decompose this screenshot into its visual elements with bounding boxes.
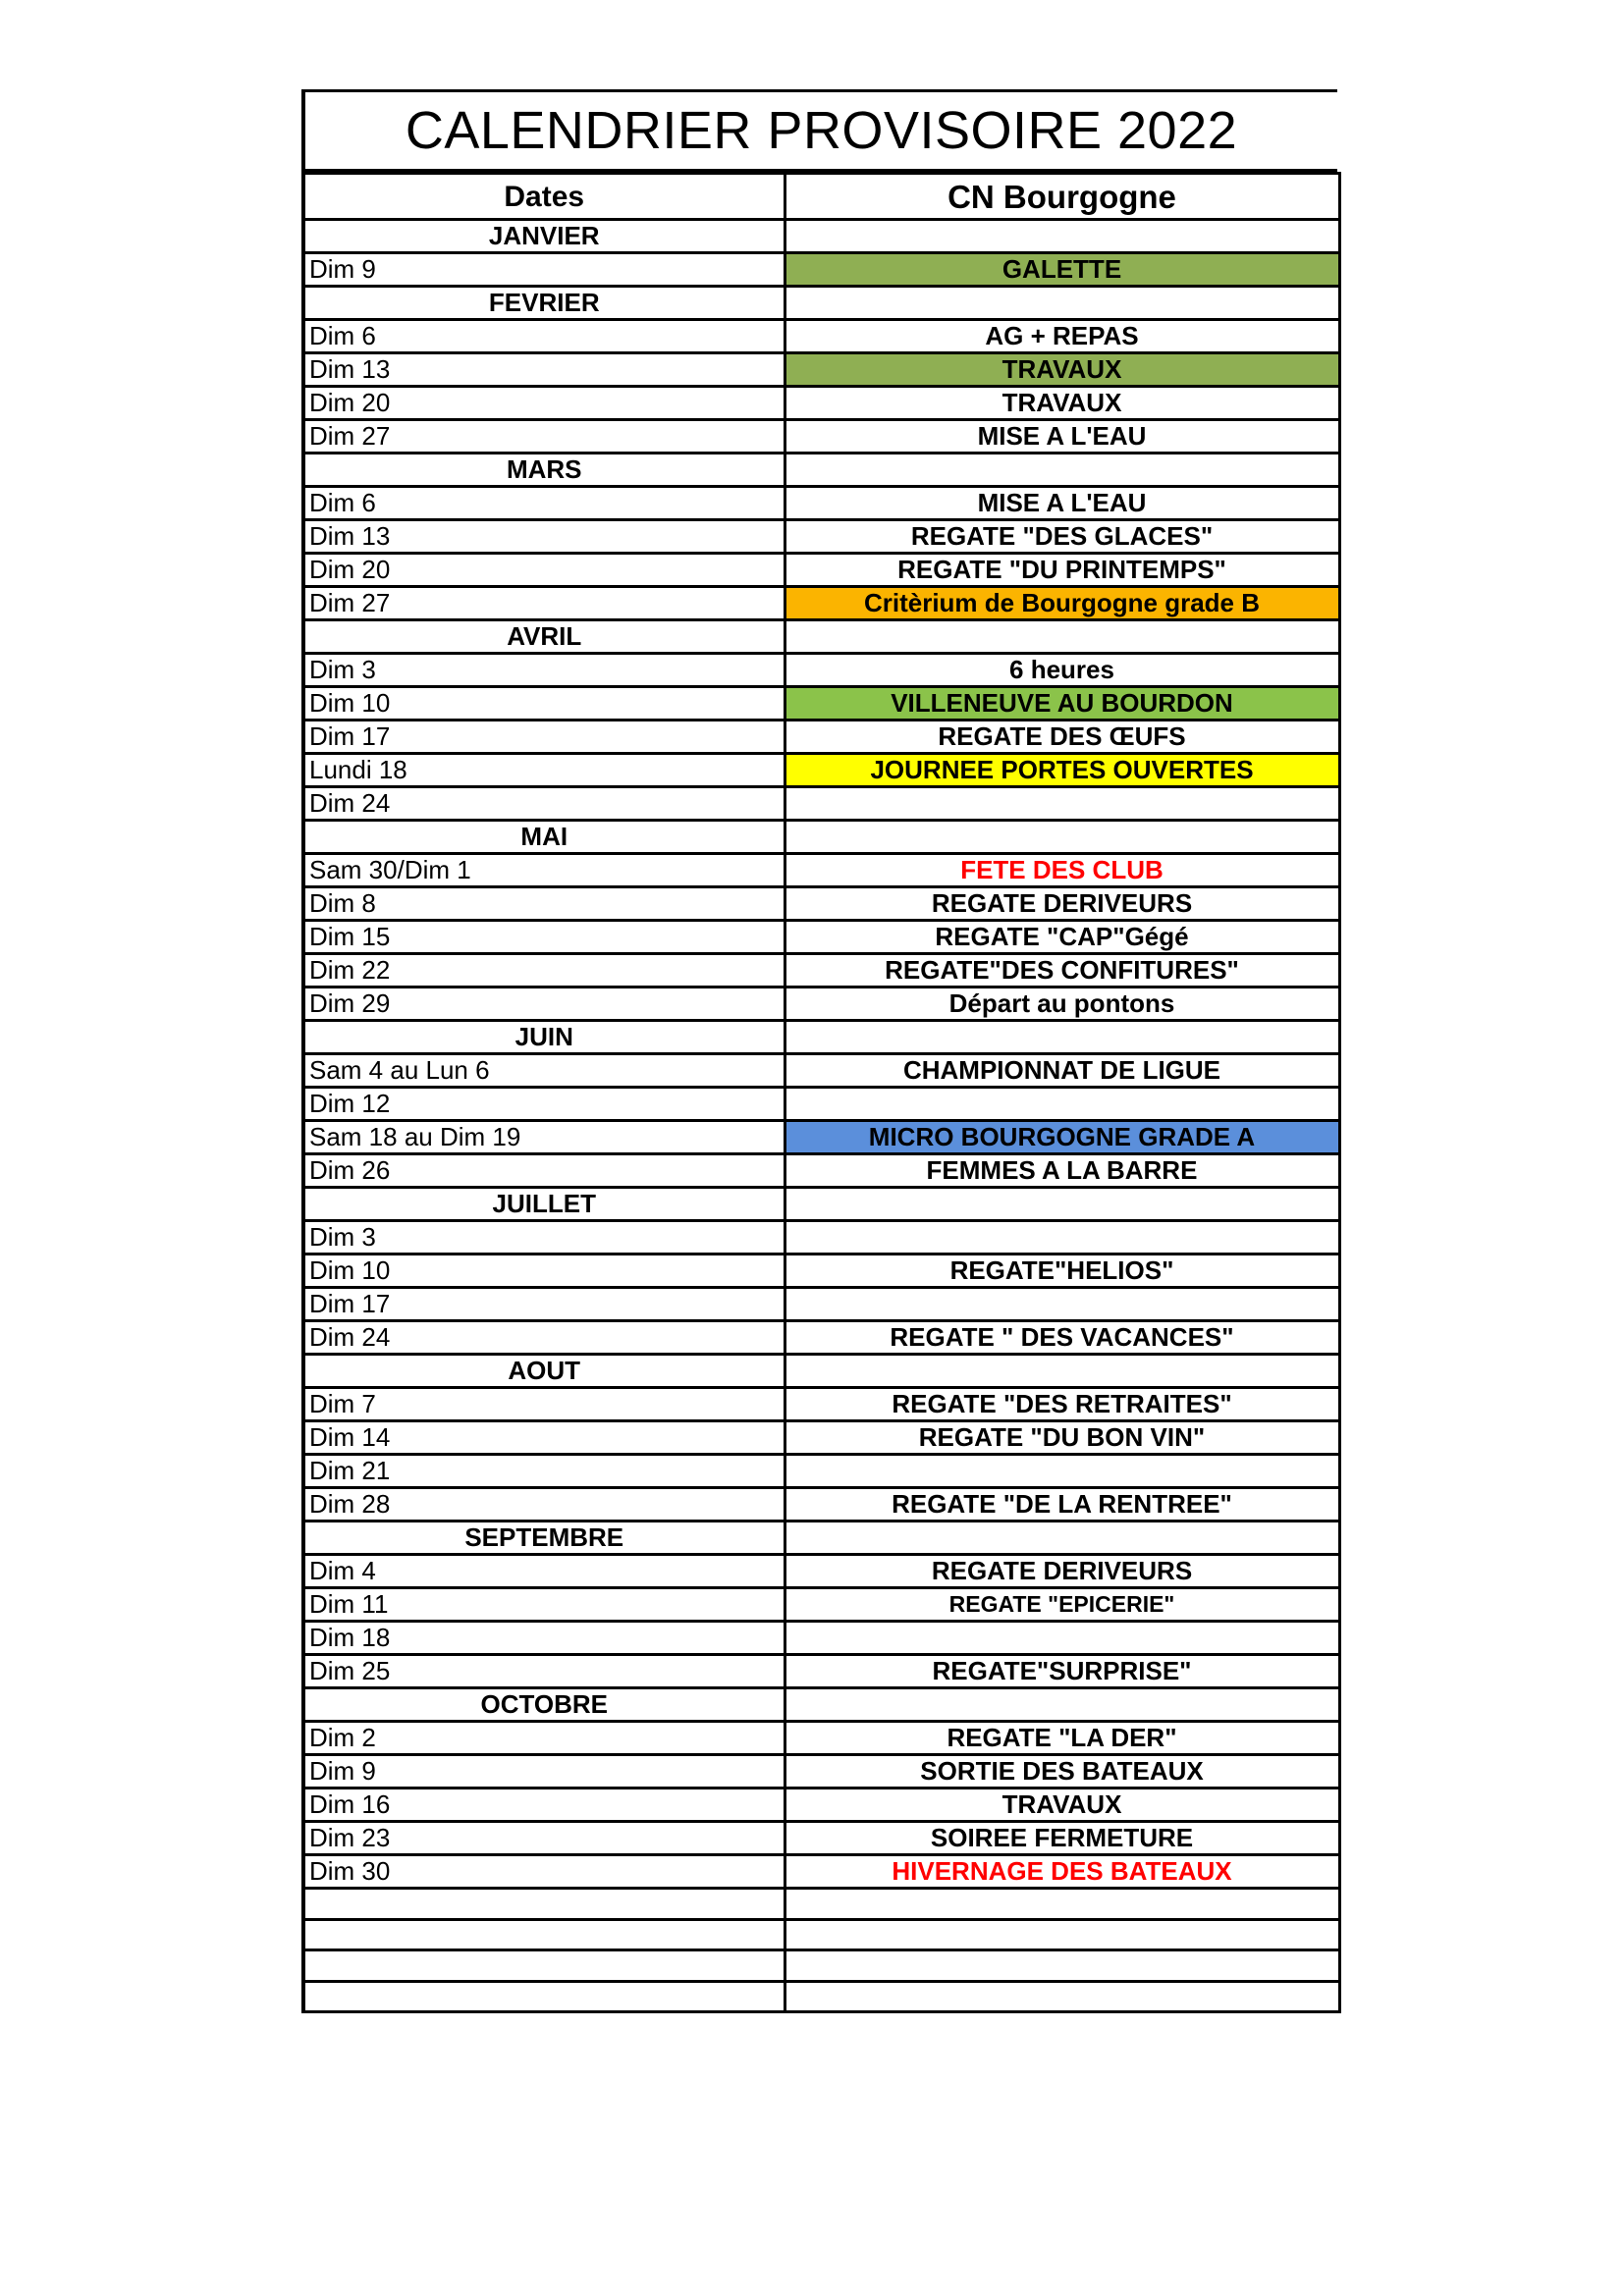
event-cell — [785, 787, 1339, 821]
date-cell: Dim 12 — [303, 1088, 785, 1121]
page-title: CALENDRIER PROVISOIRE 2022 — [301, 89, 1337, 172]
event-cell: 6 heures — [785, 654, 1339, 687]
event-cell — [785, 1188, 1339, 1221]
date-cell — [303, 1889, 785, 1920]
month-row — [303, 1522, 1339, 1555]
table-row — [303, 1088, 1339, 1121]
date-cell: Dim 9 — [303, 1755, 785, 1789]
table-row — [303, 1588, 1339, 1622]
event-cell — [785, 1889, 1339, 1920]
event-cell: REGATE "DES GLACES" — [785, 520, 1339, 554]
date-cell: Dim 18 — [303, 1622, 785, 1655]
event-cell: REGATE"SURPRISE" — [785, 1655, 1339, 1688]
date-cell: Dim 28 — [303, 1488, 785, 1522]
event-cell — [785, 1088, 1339, 1121]
date-cell: Dim 21 — [303, 1455, 785, 1488]
date-cell: Dim 2 — [303, 1722, 785, 1755]
table-row — [303, 520, 1339, 554]
month-row — [303, 454, 1339, 487]
date-cell: Dim 8 — [303, 887, 785, 921]
date-cell: Dim 27 — [303, 420, 785, 454]
month-row — [303, 1355, 1339, 1388]
event-cell: REGATE "LA DER" — [785, 1722, 1339, 1755]
event-cell — [785, 1455, 1339, 1488]
event-cell: REGATE DERIVEURS — [785, 1555, 1339, 1588]
event-cell: MISE A L'EAU — [785, 487, 1339, 520]
date-cell: Dim 11 — [303, 1588, 785, 1622]
table-row — [303, 1488, 1339, 1522]
date-cell: Dim 23 — [303, 1822, 785, 1855]
table-row — [303, 420, 1339, 454]
table-row — [303, 1981, 1339, 2012]
event-cell: REGATE "DE LA RENTREE" — [785, 1488, 1339, 1522]
event-cell — [785, 1688, 1339, 1722]
table-row — [303, 1789, 1339, 1822]
month-row — [303, 1188, 1339, 1221]
event-cell: REGATE"DES CONFITURES" — [785, 954, 1339, 988]
calendar-rows — [303, 220, 1339, 2012]
table-row — [303, 353, 1339, 387]
event-cell: REGATE "CAP"Gégé — [785, 921, 1339, 954]
date-cell: Dim 6 — [303, 487, 785, 520]
event-cell: GALETTE — [785, 253, 1339, 287]
event-cell: MICRO BOURGOGNE GRADE A — [785, 1121, 1339, 1154]
event-cell: SOIREE FERMETURE — [785, 1822, 1339, 1855]
table-row — [303, 988, 1339, 1021]
date-cell: Dim 24 — [303, 787, 785, 821]
table-row — [303, 1822, 1339, 1855]
date-cell: Dim 17 — [303, 1288, 785, 1321]
event-cell: REGATE "DU PRINTEMPS" — [785, 554, 1339, 587]
date-cell: Dim 15 — [303, 921, 785, 954]
table-row — [303, 253, 1339, 287]
event-cell — [785, 1021, 1339, 1054]
date-cell: Dim 9 — [303, 253, 785, 287]
table-row — [303, 1388, 1339, 1421]
date-cell: Dim 7 — [303, 1388, 785, 1421]
event-cell: REGATE "DU BON VIN" — [785, 1421, 1339, 1455]
table-row — [303, 954, 1339, 988]
month-row — [303, 821, 1339, 854]
table-row — [303, 1722, 1339, 1755]
date-cell: Dim 24 — [303, 1321, 785, 1355]
table-row — [303, 1288, 1339, 1321]
table-row — [303, 1321, 1339, 1355]
month-label: JUILLET — [303, 1188, 785, 1221]
event-cell — [785, 454, 1339, 487]
date-cell: Dim 3 — [303, 654, 785, 687]
table-row — [303, 320, 1339, 353]
table-row — [303, 1221, 1339, 1255]
event-cell: TRAVAUX — [785, 387, 1339, 420]
table-row — [303, 1255, 1339, 1288]
event-cell: HIVERNAGE DES BATEAUX — [785, 1855, 1339, 1889]
month-label: MARS — [303, 454, 785, 487]
event-cell: TRAVAUX — [785, 1789, 1339, 1822]
event-cell — [785, 1981, 1339, 2012]
date-cell: Dim 14 — [303, 1421, 785, 1455]
date-cell: Lundi 18 — [303, 754, 785, 787]
event-cell — [785, 287, 1339, 320]
month-row — [303, 620, 1339, 654]
date-cell: Dim 6 — [303, 320, 785, 353]
table-row — [303, 1555, 1339, 1588]
event-cell: REGATE " DES VACANCES" — [785, 1321, 1339, 1355]
table-row — [303, 1622, 1339, 1655]
event-cell: TRAVAUX — [785, 353, 1339, 387]
event-cell — [785, 1355, 1339, 1388]
table-row — [303, 487, 1339, 520]
event-cell: Critèrium de Bourgogne grade B — [785, 587, 1339, 620]
date-cell: Dim 16 — [303, 1789, 785, 1822]
date-cell: Dim 26 — [303, 1154, 785, 1188]
event-cell: CHAMPIONNAT DE LIGUE — [785, 1054, 1339, 1088]
calendar-table — [301, 172, 1341, 2013]
table-row — [303, 887, 1339, 921]
table-row — [303, 1121, 1339, 1154]
month-label: JANVIER — [303, 220, 785, 253]
date-cell: Sam 18 au Dim 19 — [303, 1121, 785, 1154]
table-row — [303, 554, 1339, 587]
table-row — [303, 1755, 1339, 1789]
event-cell: AG + REPAS — [785, 320, 1339, 353]
table-row — [303, 1855, 1339, 1889]
date-cell: Dim 30 — [303, 1855, 785, 1889]
table-row — [303, 854, 1339, 887]
event-cell — [785, 220, 1339, 253]
date-cell — [303, 1981, 785, 2012]
month-label: AOUT — [303, 1355, 785, 1388]
table-row — [303, 1919, 1339, 1950]
event-cell: Départ au pontons — [785, 988, 1339, 1021]
date-cell: Dim 13 — [303, 520, 785, 554]
date-cell: Dim 17 — [303, 721, 785, 754]
event-cell: VILLENEUVE AU BOURDON — [785, 687, 1339, 721]
date-cell: Dim 20 — [303, 554, 785, 587]
table-row — [303, 1421, 1339, 1455]
date-cell: Dim 10 — [303, 687, 785, 721]
month-row — [303, 220, 1339, 253]
table-row — [303, 687, 1339, 721]
date-cell: Dim 3 — [303, 1221, 785, 1255]
table-row — [303, 1655, 1339, 1688]
event-cell — [785, 620, 1339, 654]
event-cell: REGATE DERIVEURS — [785, 887, 1339, 921]
month-row — [303, 1688, 1339, 1722]
table-row — [303, 1950, 1339, 1982]
date-cell: Sam 4 au Lun 6 — [303, 1054, 785, 1088]
date-cell: Dim 22 — [303, 954, 785, 988]
event-cell — [785, 1950, 1339, 1982]
event-cell — [785, 821, 1339, 854]
month-label: SEPTEMBRE — [303, 1522, 785, 1555]
month-label: MAI — [303, 821, 785, 854]
month-label: JUIN — [303, 1021, 785, 1054]
event-cell: REGATE "EPICERIE" — [785, 1588, 1339, 1622]
table-row — [303, 387, 1339, 420]
date-cell: Dim 27 — [303, 587, 785, 620]
date-cell: Dim 10 — [303, 1255, 785, 1288]
event-cell: SORTIE DES BATEAUX — [785, 1755, 1339, 1789]
table-row — [303, 654, 1339, 687]
date-cell: Dim 13 — [303, 353, 785, 387]
month-row — [303, 1021, 1339, 1054]
month-label: OCTOBRE — [303, 1688, 785, 1722]
calendar-sheet — [301, 89, 1337, 2013]
date-cell: Dim 25 — [303, 1655, 785, 1688]
table-row — [303, 921, 1339, 954]
event-cell: REGATE"HELIOS" — [785, 1255, 1339, 1288]
table-row — [303, 721, 1339, 754]
date-cell: Dim 29 — [303, 988, 785, 1021]
event-cell — [785, 1221, 1339, 1255]
month-label: FEVRIER — [303, 287, 785, 320]
event-cell: FEMMES A LA BARRE — [785, 1154, 1339, 1188]
event-cell: MISE A L'EAU — [785, 420, 1339, 454]
event-cell — [785, 1919, 1339, 1950]
event-cell — [785, 1288, 1339, 1321]
event-cell — [785, 1622, 1339, 1655]
table-row — [303, 787, 1339, 821]
event-cell: JOURNEE PORTES OUVERTES — [785, 754, 1339, 787]
date-cell: Sam 30/Dim 1 — [303, 854, 785, 887]
date-cell — [303, 1919, 785, 1950]
date-cell: Dim 20 — [303, 387, 785, 420]
month-row — [303, 287, 1339, 320]
month-label: AVRIL — [303, 620, 785, 654]
event-cell: REGATE DES ŒUFS — [785, 721, 1339, 754]
table-row — [303, 1889, 1339, 1920]
event-cell: REGATE "DES RETRAITES" — [785, 1388, 1339, 1421]
table-row — [303, 587, 1339, 620]
date-cell — [303, 1950, 785, 1982]
table-row — [303, 1455, 1339, 1488]
table-header-row — [303, 174, 1339, 220]
column-header-club: CN Bourgogne — [785, 174, 1339, 220]
column-header-dates: Dates — [303, 174, 785, 220]
event-cell — [785, 1522, 1339, 1555]
table-row — [303, 1154, 1339, 1188]
date-cell: Dim 4 — [303, 1555, 785, 1588]
table-row — [303, 754, 1339, 787]
table-row — [303, 1054, 1339, 1088]
event-cell: FETE DES CLUB — [785, 854, 1339, 887]
